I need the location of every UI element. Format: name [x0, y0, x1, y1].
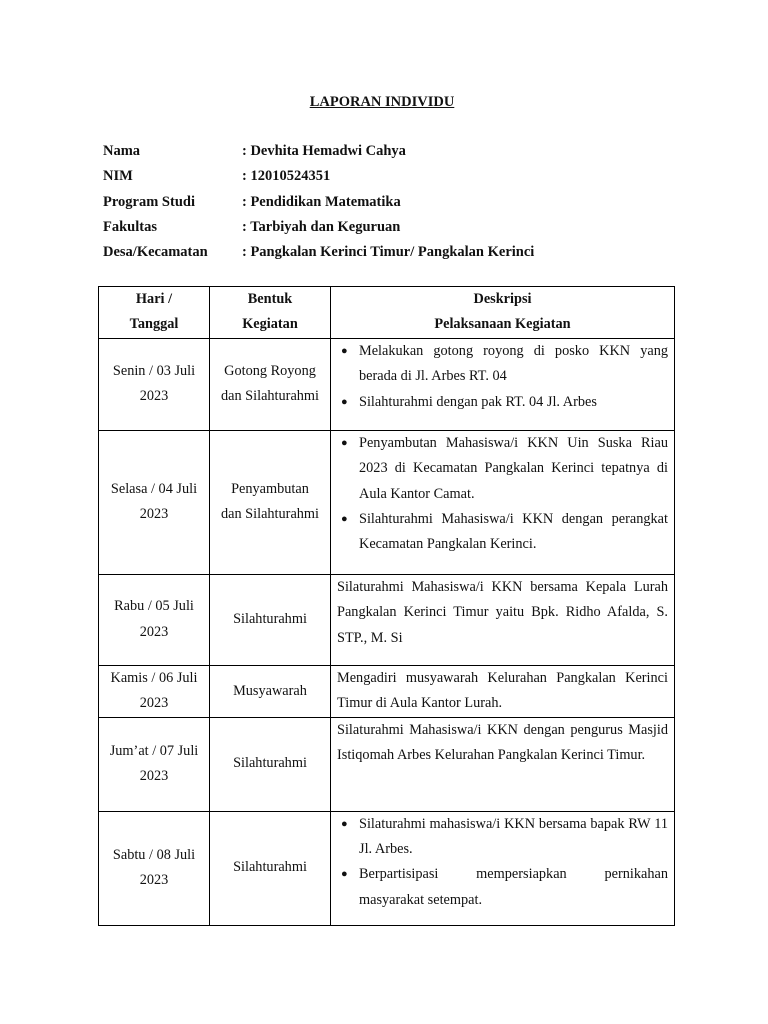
activity-table	[98, 286, 675, 926]
description-list	[337, 812, 668, 914]
day-label: Selasa / 04 Juli	[110, 480, 198, 497]
activity-line: Silahturahmi	[233, 859, 307, 876]
list-item	[337, 507, 668, 558]
info-value: : 12010524351	[242, 168, 331, 185]
day-cell	[99, 717, 210, 811]
day-cell	[99, 430, 210, 574]
bullet-icon: ●	[341, 344, 348, 357]
description-cell	[331, 430, 675, 574]
year-label: 2023	[139, 695, 169, 712]
year-label: 2023	[139, 768, 169, 785]
info-value: : Tarbiyah dan Keguruan	[242, 218, 401, 235]
activity-cell	[210, 338, 331, 430]
list-item	[337, 812, 668, 863]
list-item	[337, 390, 668, 415]
activity-cell	[210, 811, 331, 925]
activity-line: Gotong Royong	[224, 362, 316, 379]
header-line: Kegiatan	[242, 316, 298, 333]
info-row-program	[103, 194, 534, 219]
info-value: : Devhita Hemadwi Cahya	[242, 143, 406, 159]
info-label: Nama	[103, 143, 141, 159]
day-label: Jum’at / 07 Juli	[109, 742, 199, 759]
table-row	[99, 717, 675, 811]
bullet-text: Silaturahmi mahasiswa/i KKN bersama bapak RW 11 Jl. Arbes.	[359, 815, 668, 858]
table-row	[99, 338, 675, 430]
header-line: Bentuk	[247, 291, 293, 307]
bullet-text: Melakukan gotong royong di posko KKN yang berada di Jl. Arbes RT. 04	[359, 342, 668, 385]
activity-line: dan Silahturahmi	[220, 388, 320, 405]
bullet-icon: ●	[341, 868, 348, 881]
activity-line: dan Silahturahmi	[220, 506, 320, 523]
table-header-row	[99, 287, 675, 339]
activity-line: Penyambutan	[231, 480, 309, 497]
year-label: 2023	[139, 872, 169, 889]
info-label: Fakultas	[103, 218, 157, 235]
bullet-icon: ●	[341, 817, 348, 830]
day-cell	[99, 338, 210, 430]
info-value: : Pendidikan Matematika	[242, 193, 401, 210]
description-cell	[331, 338, 675, 430]
info-value: : Pangkalan Kerinci Timur/ Pangkalan Kerinci	[242, 244, 535, 261]
bullet-icon: ●	[341, 436, 348, 449]
list-item	[337, 862, 668, 913]
info-row-village	[103, 244, 534, 269]
activity-line: Musyawarah	[233, 682, 307, 699]
activity-cell	[210, 430, 331, 574]
description-cell	[331, 811, 675, 925]
info-row-name	[103, 143, 534, 168]
description-list	[337, 431, 668, 558]
info-label: Desa/Kecamatan	[103, 244, 208, 261]
description-cell	[331, 717, 675, 811]
activity-cell	[210, 574, 331, 665]
table-row	[99, 665, 675, 717]
activity-cell	[210, 665, 331, 717]
description-list	[337, 339, 668, 415]
day-cell	[99, 665, 210, 717]
table-row	[99, 430, 675, 574]
year-label: 2023	[139, 388, 169, 405]
day-label: Senin / 03 Juli	[112, 362, 196, 379]
day-label: Rabu / 05 Juli	[114, 598, 194, 615]
bullet-icon: ●	[341, 513, 348, 526]
table-row	[99, 574, 675, 665]
info-row-nim	[103, 168, 534, 193]
year-label: 2023	[139, 506, 169, 523]
description-text: Silaturahmi Mahasiswa/i KKN bersama Kepala Lurah Pangkalan Kerinci Timur yaitu Bpk. Ridho Afalda, S. STP., M. Si	[337, 578, 668, 646]
description-cell	[331, 574, 675, 665]
document-title: LAPORAN INDIVIDU	[309, 94, 455, 110]
bullet-text: Silahturahmi dengan pak RT. 04 Jl. Arbes	[359, 393, 597, 410]
description-cell	[331, 665, 675, 717]
day-cell	[99, 574, 210, 665]
description-text: Silaturahmi Mahasiswa/i KKN dengan pengurus Masjid Istiqomah Arbes Kelurahan Pangkalan Kerinci Timur.	[337, 721, 668, 764]
identity-block	[103, 143, 534, 269]
day-cell	[99, 811, 210, 925]
header-day	[99, 287, 210, 339]
day-label: Sabtu / 08 Juli	[112, 846, 196, 863]
header-activity	[210, 287, 331, 339]
list-item	[337, 431, 668, 507]
bullet-text: Penyambutan Mahasiswa/i KKN Uin Suska Riau 2023 di Kecamatan Pangkalan Kerinci tepatnya di Aula Kantor Camat.	[359, 434, 668, 502]
list-item	[337, 339, 668, 390]
day-label: Kamis / 06 Juli	[110, 669, 198, 686]
bullet-text: Silahturahmi Mahasiswa/i KKN dengan perangkat Kecamatan Pangkalan Kerinci.	[359, 511, 668, 553]
info-label: NIM	[103, 168, 133, 185]
header-line: Hari /	[135, 291, 173, 307]
header-line: Tanggal	[129, 316, 179, 333]
info-label: Program Studi	[103, 193, 195, 210]
header-description	[331, 287, 675, 339]
header-line: Deskripsi	[473, 291, 532, 307]
header-line: Pelaksanaan Kegiatan	[434, 316, 571, 333]
activity-line: Silahturahmi	[233, 611, 307, 628]
bullet-icon: ●	[341, 395, 348, 408]
activity-line: Silahturahmi	[233, 755, 307, 772]
table-row	[99, 811, 675, 925]
activity-cell	[210, 717, 331, 811]
bullet-text: Berpartisipasi mempersiapkan pernikahan masyarakat setempat.	[359, 866, 668, 908]
info-row-faculty	[103, 219, 534, 244]
year-label: 2023	[139, 623, 169, 640]
description-text: Mengadiri musyawarah Kelurahan Pangkalan Kerinci Timur di Aula Kantor Lurah.	[337, 669, 668, 712]
